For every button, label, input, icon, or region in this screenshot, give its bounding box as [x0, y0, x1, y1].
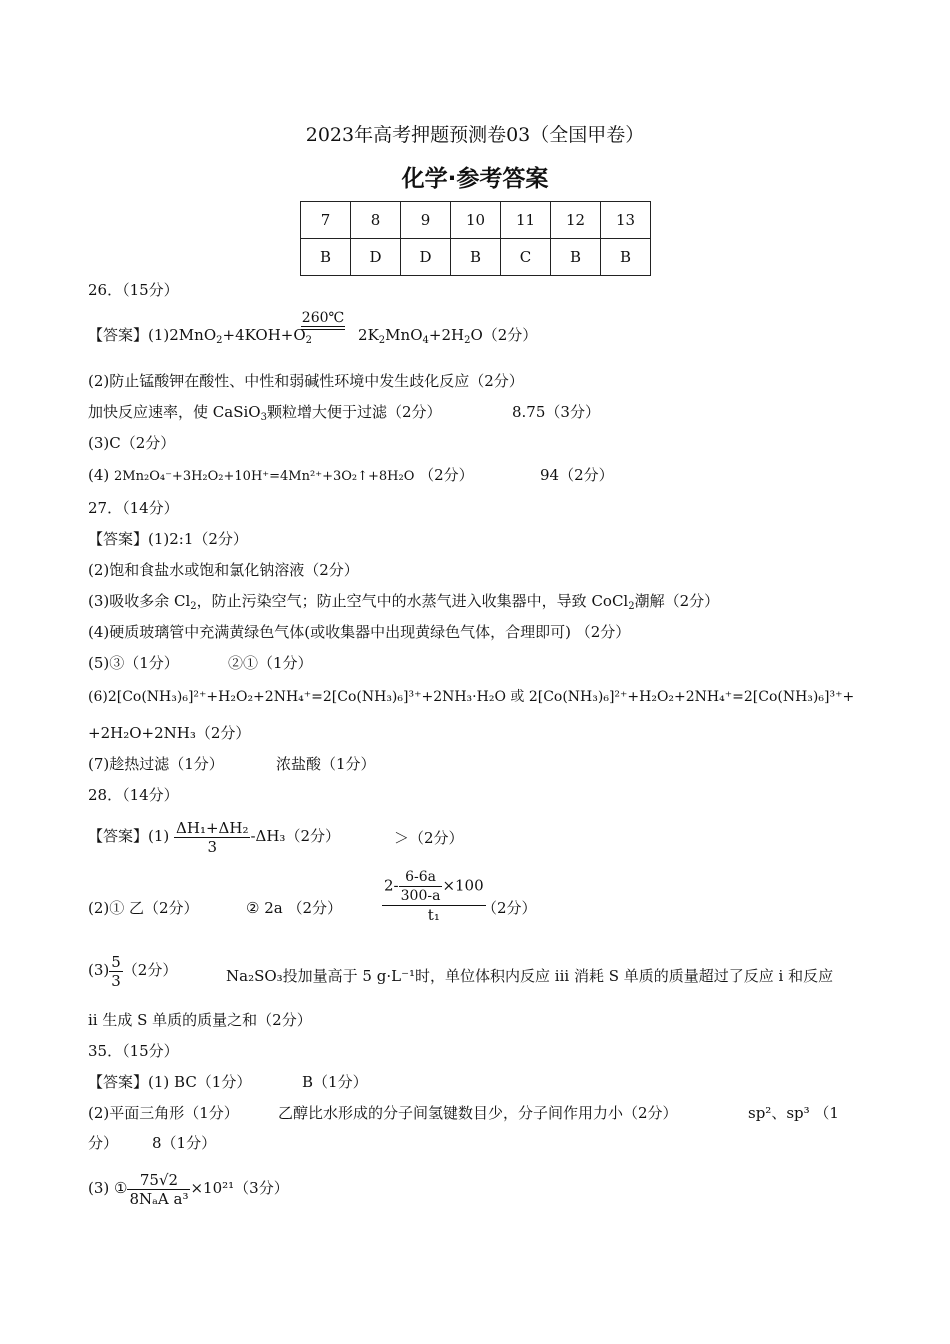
score: （2分）: [122, 961, 178, 979]
text: (3) ①: [88, 1179, 128, 1197]
density-fraction: [127, 1171, 190, 1208]
q35-part1b: B（1分）: [302, 1073, 368, 1091]
q27-part3: (3)吸收多余 $Cl_2$，防止污染空气；防止空气中的水蒸气进入收集器中，导致 CoCl$_2$潮解（2分）: [88, 592, 720, 612]
q26-part2c: 8.75（3分）: [512, 403, 600, 421]
eq-text: 2K: [358, 326, 379, 344]
enthalpy-fraction: [174, 819, 250, 856]
choice-answer-table: [300, 201, 651, 276]
q26-part3: (3)C（2分）: [88, 434, 176, 452]
q28-part3-text: Na₂SO₃投加量高于 5 g·L⁻¹时，单位体积内反应 iii 消耗 S 单质的质量超过了反应 i 和反应: [226, 967, 834, 985]
q35-part2c: sp²、sp³ （1: [748, 1104, 839, 1122]
q28-part2a: (2)① 乙（2分）: [88, 899, 199, 917]
q28-part2-score: （2分）: [482, 899, 537, 917]
text: 颗粒增大便于过滤（2分）: [266, 403, 442, 421]
numerator: 75√2: [127, 1171, 190, 1190]
text: -ΔH₃（2分）: [250, 827, 340, 845]
score: （2分）: [419, 466, 474, 484]
answer-tag: 【答案】: [88, 326, 149, 344]
text: 潮解（2分）: [634, 592, 720, 610]
eq-text: +2H: [428, 326, 465, 344]
denominator: 8NₐA a³: [129, 1189, 189, 1208]
eq-text: +4KOH+O: [222, 326, 306, 344]
inner-fraction: [399, 868, 443, 905]
table-cell: B: [551, 239, 601, 276]
q27-heading: 27．（14分）: [88, 499, 179, 517]
q28-part1b: ＞（2分）: [394, 829, 464, 847]
q27-part1: 【答案】(1)2:1（2分）: [88, 530, 248, 548]
numerator: 6-6a: [399, 868, 443, 887]
q27-part4: (4)硬质玻璃管中充满黄绿色气体(或收集器中出现黄绿色气体，合理即可) （2分）: [88, 623, 631, 641]
q35-part2d: 分）: [88, 1134, 119, 1152]
q27-part5b: ②①（1分）: [228, 654, 313, 672]
text: 加快反应速率，使 CaSiO: [88, 403, 261, 421]
numerator: 5: [111, 952, 121, 971]
text: (3)吸收多余 Cl: [88, 592, 191, 610]
denominator: t₁: [427, 906, 440, 924]
denominator: 3: [111, 971, 121, 990]
table-cell: D: [401, 239, 451, 276]
q35-part3: [88, 1166, 289, 1210]
q26-part2: (2)防止锰酸钾在酸性、中性和弱碱性环境中发生歧化反应（2分）: [88, 372, 524, 390]
q27-part7a: (7)趁热过滤（1分）: [88, 755, 224, 773]
table-cell: D: [351, 239, 401, 276]
table-cell: 8: [351, 202, 401, 239]
eq-text: MnO: [385, 326, 423, 344]
q26-part4: [88, 466, 474, 486]
reaction-condition: [301, 310, 345, 330]
q35-part2b: 乙醇比水形成的分子间氢键数目少，分子间作用力小（2分）: [278, 1104, 678, 1122]
text: 【答案】(1): [88, 827, 170, 845]
table-row: [301, 239, 651, 276]
table-cell: C: [501, 239, 551, 276]
q28-part2b: ② 2a （2分）: [246, 899, 343, 917]
q26-part4b: 94（2分）: [540, 466, 614, 484]
numerator: ΔH₁+ΔH₂: [176, 818, 249, 837]
q28-part1: [88, 816, 340, 856]
q26-heading: 26．（15分）: [88, 281, 179, 299]
q35-part2a: (2)平面三角形（1分）: [88, 1104, 239, 1122]
text: (3): [88, 961, 110, 979]
table-cell: B: [451, 239, 501, 276]
q26-part2b: 加快反应速率，使 CaSiO$_3$颗粒增大便于过滤（2分）: [88, 403, 442, 423]
rate-fraction: [382, 868, 486, 924]
score: （3分）: [234, 1179, 289, 1197]
table-cell: B: [601, 239, 651, 276]
numerator: [382, 868, 486, 906]
table-cell: 9: [401, 202, 451, 239]
eq-text: (1)2MnO: [148, 326, 217, 344]
outer-fraction: [382, 868, 486, 924]
condition-text: 260℃: [301, 310, 345, 326]
ion-equation: 2Mn₂O₄⁻+3H₂O₂+10H⁺=4Mn²⁺+3O₂↑+8H₂O: [114, 469, 415, 484]
table-cell: B: [301, 239, 351, 276]
q26-equation-1: 【答案】$(1)2MnO_2+4KOH+O_2$ $2K_2MnO_4+2H_2O(2$分）: [88, 326, 538, 346]
q35-part1a: 【答案】(1) BC（1分）: [88, 1073, 252, 1091]
denominator: 3: [207, 837, 218, 856]
ratio-fraction: [109, 953, 123, 990]
table-cell: 12: [551, 202, 601, 239]
text: (4): [88, 466, 110, 484]
q35-part2e: 8（1分）: [152, 1134, 217, 1152]
text: ，防止污染空气；防止空气中的水蒸气进入收集器中，导致 CoCl: [196, 592, 629, 610]
text: 2-: [384, 876, 399, 895]
q27-part7b: 浓盐酸（1分）: [276, 755, 376, 773]
table-cell: 10: [451, 202, 501, 239]
eq-text: O（2分）: [470, 326, 538, 344]
q28-part3: [88, 950, 177, 990]
q28-heading: 28．（14分）: [88, 786, 179, 804]
table-cell: 13: [601, 202, 651, 239]
table-cell: 7: [301, 202, 351, 239]
table-row: [301, 202, 651, 239]
table-cell: 11: [501, 202, 551, 239]
answer-key-title: 化学·参考答案: [401, 166, 549, 192]
denominator: 300-a: [400, 888, 441, 904]
q27-part6b: +2H₂O+2NH₃（2分）: [88, 724, 251, 742]
exam-title: 2023年高考押题预测卷03（全国甲卷）: [305, 124, 645, 146]
text: ×100: [442, 876, 484, 895]
text: ×10²¹: [190, 1179, 235, 1197]
q27-part2: (2)饱和食盐水或饱和氯化钠溶液（2分）: [88, 561, 359, 579]
q27-part6: (6)2[Co(NH₃)₆]²⁺+H₂O₂+2NH₄⁺=2[Co(NH₃)₆]³⁺+2NH₃·H₂O 或 2[Co(NH₃)₆]²⁺+H₂O₂+2NH₄⁺=2[Co(NH₃)₆]³⁺+: [88, 689, 855, 705]
q27-part5a: (5)③（1分）: [88, 654, 179, 672]
q35-heading: 35．（15分）: [88, 1042, 179, 1060]
q28-part3-text2: ii 生成 S 单质的质量之和（2分）: [88, 1011, 312, 1029]
